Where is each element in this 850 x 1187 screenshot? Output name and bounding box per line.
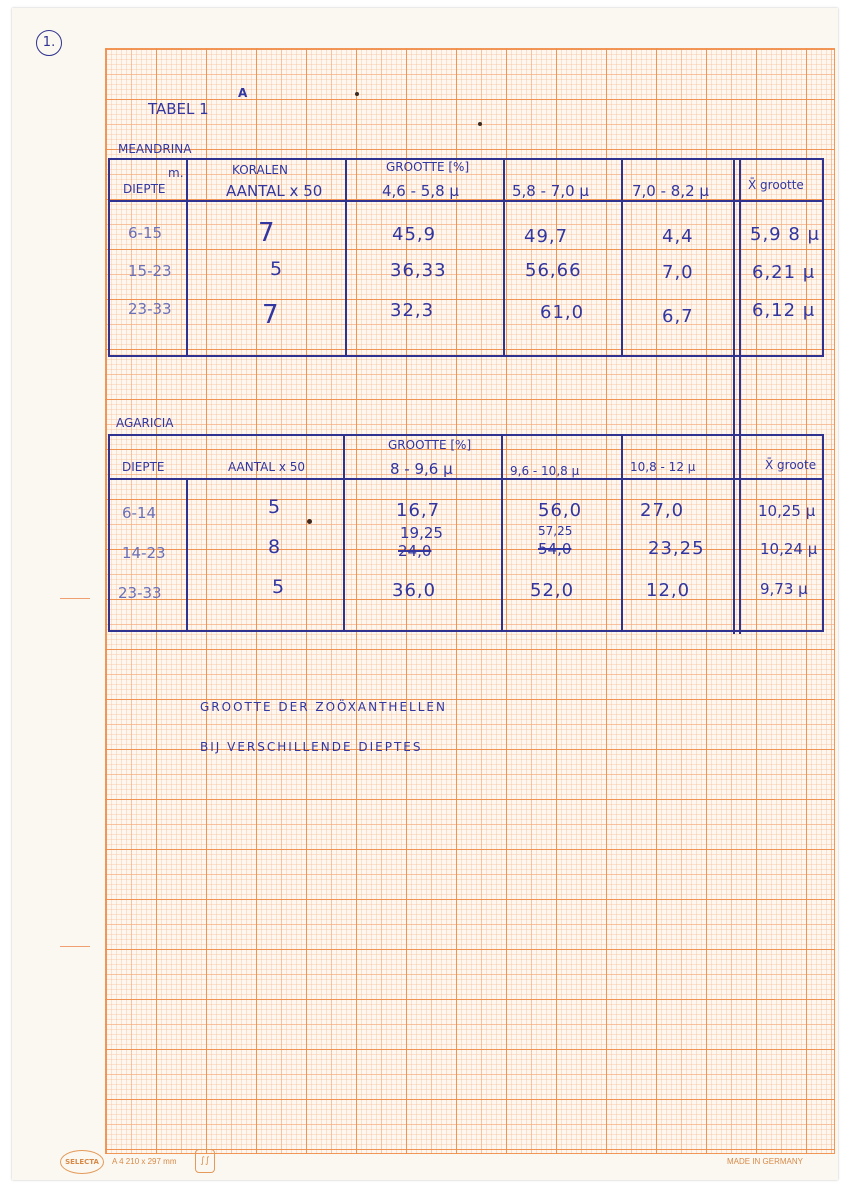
meandrina-cell-r3: 4,4	[662, 226, 694, 247]
manufacturer-mark-icon: ∫∫	[195, 1149, 215, 1173]
agaricia-label: AGARICIA	[116, 416, 174, 430]
agaricia-cell-r1: 36,0	[392, 580, 437, 601]
made-in-germany: MADE IN GERMANY	[727, 1157, 804, 1166]
agaricia-col-rule	[501, 434, 503, 632]
agaricia-cell-r3: 12,0	[646, 580, 691, 601]
meandrina-cell-r1: 36,33	[390, 260, 447, 281]
agaricia-cell-r1-struck: 24,0	[398, 542, 432, 560]
agaricia-cell-diepte: 14-23	[122, 544, 166, 562]
meandrina-cell-r2: 56,66	[525, 260, 582, 281]
meandrina-cell-diepte: 6-15	[128, 224, 163, 242]
meandrina-header-range2: 5,8 - 7,0 μ	[512, 182, 589, 200]
ink-dot	[307, 519, 312, 524]
agaricia-col-rule	[822, 434, 824, 632]
agaricia-col-rule	[108, 434, 110, 632]
meandrina-header-mean: X̄ grootte	[748, 178, 804, 192]
mean-col-rule-right	[739, 158, 741, 634]
selecta-logo	[60, 1150, 104, 1174]
meandrina-cell-r3: 6,7	[662, 306, 694, 327]
margin-tick	[60, 946, 90, 947]
page-number: 1.	[42, 35, 56, 50]
agaricia-cell-r1: 16,7	[396, 500, 441, 521]
agaricia-header-range1: 8 - 9,6 μ	[390, 460, 453, 478]
caption-line-1: GROOTTE DER ZOÖXANTHELLEN	[200, 700, 447, 714]
meandrina-cell-r1: 32,3	[390, 300, 435, 321]
agaricia-col-rule	[343, 434, 345, 632]
meandrina-col-rule	[621, 158, 623, 357]
agaricia-cell-r3: 27,0	[640, 500, 685, 521]
agaricia-cell-diepte: 23-33	[118, 584, 162, 602]
table-title-mark: A	[238, 86, 248, 100]
agaricia-cell-mean: 10,25 μ	[758, 502, 816, 520]
caption-line-2: BIJ VERSCHILLENDE DIEPTES	[200, 740, 423, 754]
meandrina-cell-diepte: 15-23	[128, 262, 172, 280]
agaricia-cell-r2-struck: 54,0	[538, 540, 572, 558]
agaricia-cell-mean: 10,24 μ	[760, 540, 818, 558]
meandrina-col-rule	[345, 158, 347, 357]
meandrina-cell-r1: 45,9	[392, 224, 437, 245]
agaricia-cell-r1: 19,25	[400, 524, 443, 542]
margin-tick	[60, 598, 90, 599]
page-number-circle	[36, 30, 62, 56]
agaricia-cell-mean: 9,73 μ	[760, 580, 808, 598]
agaricia-header-diepte: DIEPTE	[122, 460, 165, 474]
meandrina-cell-r3: 7,0	[662, 262, 694, 283]
meandrina-cell-aantal: 5	[270, 258, 283, 280]
meandrina-cell-aantal: 7	[258, 218, 275, 248]
meandrina-header-diepte: DIEPTE	[123, 182, 166, 196]
meandrina-col-rule	[186, 158, 188, 357]
agaricia-header-grootte: GROOTTE [%]	[388, 438, 472, 452]
agaricia-cell-r2: 56,0	[538, 500, 583, 521]
meandrina-header-range1: 4,6 - 5,8 μ	[382, 182, 459, 200]
selecta-logo-text: SELECTA	[65, 1158, 99, 1166]
meandrina-col-rule	[822, 158, 824, 357]
agaricia-top-rule	[108, 434, 824, 436]
meandrina-cell-mean: 5,9 8 μ	[750, 224, 820, 245]
paper-format: A 4 210 x 297 mm	[112, 1157, 177, 1166]
agaricia-cell-aantal: 8	[268, 536, 281, 558]
meandrina-header-rule	[108, 200, 824, 202]
meandrina-header-koralen: KORALEN	[232, 163, 288, 177]
meandrina-col-rule	[503, 158, 505, 357]
meandrina-header-grootte: GROOTTE [%]	[386, 160, 470, 174]
agaricia-cell-diepte: 6-14	[122, 504, 157, 522]
agaricia-header-mean: X̄ groote	[765, 458, 817, 472]
meandrina-bottom-rule	[108, 355, 824, 357]
meandrina-cell-r2: 49,7	[524, 226, 569, 247]
meandrina-cell-mean: 6,21 μ	[752, 262, 816, 283]
agaricia-header-rule	[108, 478, 824, 480]
agaricia-col-rule	[621, 434, 623, 632]
agaricia-header-aantal: AANTAL x 50	[228, 460, 306, 474]
meandrina-unit: m.	[168, 166, 184, 180]
meandrina-cell-mean: 6,12 μ	[752, 300, 816, 321]
agaricia-col-rule	[186, 478, 188, 632]
table-title: TABEL 1	[148, 100, 209, 118]
agaricia-cell-r3: 23,25	[648, 538, 705, 559]
meandrina-cell-diepte: 23-33	[128, 300, 172, 318]
ink-dot	[355, 92, 359, 96]
meandrina-label: MEANDRINA	[118, 142, 192, 156]
meandrina-header-aantal: AANTAL x 50	[226, 182, 323, 200]
ink-dot	[478, 122, 482, 126]
agaricia-header-range2: 9,6 - 10,8 μ	[510, 464, 580, 478]
meandrina-cell-r2: 61,0	[540, 302, 585, 323]
meandrina-header-range3: 7,0 - 8,2 μ	[632, 182, 709, 200]
meandrina-col-rule	[108, 158, 110, 357]
agaricia-cell-r2: 57,25	[538, 524, 573, 538]
millimeter-grid	[105, 48, 835, 1154]
agaricia-cell-r2: 52,0	[530, 580, 575, 601]
agaricia-cell-aantal: 5	[268, 496, 281, 518]
mean-col-rule-left	[733, 158, 735, 634]
agaricia-bottom-rule	[108, 630, 824, 632]
agaricia-cell-aantal: 5	[272, 576, 285, 598]
agaricia-header-range3: 10,8 - 12 μ	[630, 460, 696, 474]
meandrina-cell-aantal: 7	[262, 300, 279, 330]
